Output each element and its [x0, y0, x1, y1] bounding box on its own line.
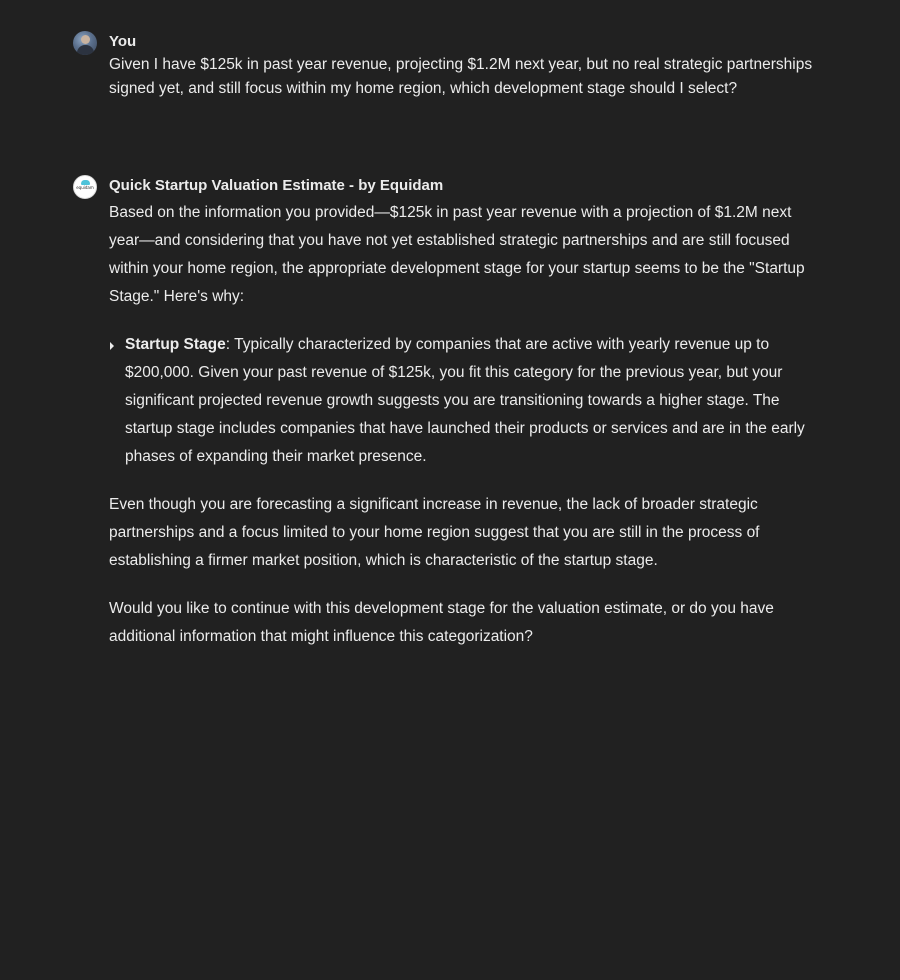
user-message-content	[109, 31, 813, 101]
user-message-text: Given I have $125k in past year revenue, projecting $1.2M next year, but no real strategic partnerships signed yet, and still focus within my home region, which development stage should I select?	[109, 56, 813, 97]
bullet-term: Startup Stage	[125, 336, 226, 353]
bullet-marker-icon	[110, 342, 114, 350]
assistant-message-content	[109, 175, 813, 671]
assistant-paragraph-2: Even though you are forecasting a significant increase in revenue, the lack of broader strategic partnerships and a focus limited to your home region suggest that you are still in the process of establishing a firmer market position, which is characteristic of the startup stage.	[109, 496, 760, 569]
assistant-author-name: Quick Startup Valuation Estimate - by Equidam	[109, 177, 444, 194]
user-avatar-icon	[73, 31, 97, 55]
list-item	[125, 331, 813, 471]
bullet-text: : Typically characterized by companies that are active with yearly revenue up to $200,000. Given your past revenue of $125k, you fit this category for the previous year, but your significant projected revenue growth suggests you are transitioning towards a higher stage. The startup stage includes companies that have launched their products or services and are in the early phases of expanding their market presence.	[125, 336, 805, 465]
assistant-paragraph-1: Based on the information you provided—$125k in past year revenue with a projection of $1.2M next year—and considering that you have not yet established strategic partnerships and are still focused within your home region, the appropriate development stage for your startup seems to be the "Startup Stage." Here's why:	[109, 204, 805, 305]
equidam-logo-text: equidam	[76, 185, 94, 190]
user-author-name: You	[109, 33, 137, 50]
assistant-message	[73, 175, 813, 671]
equidam-logo-icon	[73, 175, 97, 199]
user-message	[73, 31, 813, 101]
assistant-paragraph-3: Would you like to continue with this development stage for the valuation estimate, or do you have additional information that might influence this categorization?	[109, 600, 774, 645]
assistant-bullet-list	[109, 331, 813, 471]
